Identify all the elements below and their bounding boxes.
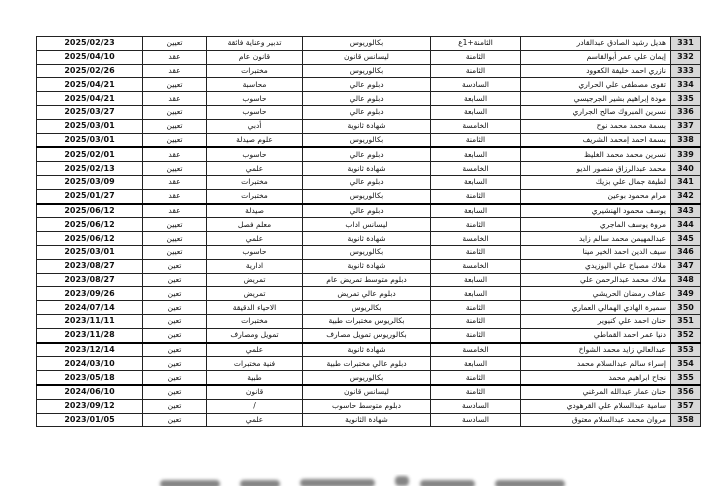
date-cell: 2023/12/14 [37, 343, 143, 357]
specialization-cell: تمريض [207, 287, 303, 301]
row-number-cell: 334 [671, 78, 701, 92]
grade-cell: السابعة [431, 92, 521, 106]
row-number-cell: 352 [671, 328, 701, 342]
qualification-cell: شهادة ثانوية [303, 119, 431, 133]
qualification-cell: دبلوم عالي مختبرات طبية [303, 357, 431, 371]
qualification-cell: شهادة ثانوية [303, 162, 431, 176]
employee-name-cell: يوسف محمود الهنشيري [521, 204, 671, 218]
qualification-cell: دبلوم عالي تمريض [303, 287, 431, 301]
appointment-type-cell: تعين [143, 357, 207, 371]
table-row [37, 399, 701, 413]
table-row [37, 343, 701, 357]
employee-name-cell: عفاف رمضان الحريشي [521, 287, 671, 301]
grade-cell: السابعة [431, 204, 521, 218]
qualification-cell: بكالوريوس [303, 245, 431, 259]
appointment-type-cell: تعيين [143, 105, 207, 119]
table-row [37, 328, 701, 342]
specialization-cell: قانون [207, 385, 303, 399]
qualification-cell: دبلوم عالي [303, 105, 431, 119]
specialization-cell: علوم صيدلة [207, 133, 303, 147]
row-number-cell: 335 [671, 92, 701, 106]
table-row [37, 189, 701, 203]
employee-name-cell: بسمة محمد محمد نوح [521, 119, 671, 133]
specialization-cell: معلم فصل [207, 218, 303, 232]
specialization-cell: علمي [207, 413, 303, 427]
employee-name-cell: لطيفة جمال علي بزيك [521, 175, 671, 189]
qualification-cell: بكالريوس [303, 301, 431, 315]
date-cell: 2025/02/23 [37, 37, 143, 51]
table-row [37, 259, 701, 273]
table-row [37, 162, 701, 176]
grade-cell: الثامنة [431, 371, 521, 385]
date-cell: 2024/03/10 [37, 357, 143, 371]
row-number-cell: 357 [671, 399, 701, 413]
specialization-cell: ادارية [207, 259, 303, 273]
date-cell: 2024/07/14 [37, 301, 143, 315]
specialization-cell: حاسوب [207, 245, 303, 259]
grade-cell: الخامسة [431, 162, 521, 176]
employee-name-cell: محمد عبدالرزاق منصور الديو [521, 162, 671, 176]
table-row [37, 92, 701, 106]
appointment-type-cell: تعيين [143, 133, 207, 147]
appointment-type-cell: تعين [143, 301, 207, 315]
qualification-cell: شهادة ثانوية [303, 343, 431, 357]
employee-name-cell: نسرين محمد محمد الغليظ [521, 147, 671, 161]
specialization-cell: مختبرات [207, 175, 303, 189]
employee-name-cell: مرام محمود بوعين [521, 189, 671, 203]
row-number-cell: 332 [671, 50, 701, 64]
grade-cell: السادسة [431, 399, 521, 413]
appointment-type-cell: عقد [143, 92, 207, 106]
qualification-cell: ليسانس اداب [303, 218, 431, 232]
date-cell: 2025/03/01 [37, 245, 143, 259]
employee-name-cell: ملاك مصباح علي البوزيدي [521, 259, 671, 273]
row-number-cell: 344 [671, 218, 701, 232]
table-row [37, 357, 701, 371]
qualification-cell: بكالوريوس [303, 133, 431, 147]
employee-name-cell: نجاح ابراهيم محمد [521, 371, 671, 385]
row-number-cell: 340 [671, 162, 701, 176]
date-cell: 2025/06/12 [37, 232, 143, 246]
specialization-cell: حاسوب [207, 92, 303, 106]
row-number-cell: 343 [671, 204, 701, 218]
date-cell: 2023/05/18 [37, 371, 143, 385]
qualification-cell: دبلوم عالي [303, 175, 431, 189]
date-cell: 2023/09/26 [37, 287, 143, 301]
specialization-cell: تمويل ومصارف [207, 328, 303, 342]
qualification-cell: دبلوم عالي [303, 92, 431, 106]
row-number-cell: 356 [671, 385, 701, 399]
date-cell: 2025/02/01 [37, 147, 143, 161]
specialization-cell: علمي [207, 162, 303, 176]
employee-name-cell: نازري احمد خليفة الكعوود [521, 64, 671, 78]
date-cell: 2023/01/05 [37, 413, 143, 427]
grade-cell: الثامنة [431, 328, 521, 342]
table-row [37, 119, 701, 133]
appointment-type-cell: تعين [143, 273, 207, 287]
appointment-type-cell: تعين [143, 413, 207, 427]
table-row [37, 273, 701, 287]
table-row [37, 105, 701, 119]
date-cell: 2025/04/10 [37, 50, 143, 64]
employee-name-cell: عبدالمهيمن محمد سالم زايد [521, 232, 671, 246]
date-cell: 2023/11/28 [37, 328, 143, 342]
date-cell: 2023/08/27 [37, 259, 143, 273]
qualification-cell: ليسانس قانون [303, 50, 431, 64]
specialization-cell: / [207, 399, 303, 413]
qualification-cell: بكالوريوس [303, 37, 431, 51]
grade-cell: الثامنة [431, 314, 521, 328]
row-number-cell: 355 [671, 371, 701, 385]
appointment-type-cell: تعين [143, 314, 207, 328]
date-cell: 2025/04/21 [37, 78, 143, 92]
table-row [37, 218, 701, 232]
row-number-cell: 349 [671, 287, 701, 301]
qualification-cell: دبلوم متوسط حاسوب [303, 399, 431, 413]
appointment-type-cell: تعين [143, 371, 207, 385]
table-row [37, 371, 701, 385]
grade-cell: الخامسة [431, 259, 521, 273]
grade-cell: السادسة [431, 78, 521, 92]
employee-name-cell: مودة إبراهيم بشير الجرجيسي [521, 92, 671, 106]
qualification-cell: بكالوريوس تمويل مصارف [303, 328, 431, 342]
specialization-cell: أدبي [207, 119, 303, 133]
specialization-cell: الاحياء الدقيقة [207, 301, 303, 315]
row-number-cell: 347 [671, 259, 701, 273]
grade-cell: الخامسة [431, 232, 521, 246]
qualification-cell: شهادة الثانوية [303, 413, 431, 427]
employee-name-cell: حنان احمد علي كنيوير [521, 314, 671, 328]
employee-name-cell: سامية عبدالسلام علي القرهودي [521, 399, 671, 413]
row-number-cell: 350 [671, 301, 701, 315]
appointment-type-cell: عقد [143, 147, 207, 161]
appointment-type-cell: تعين [143, 399, 207, 413]
appointment-type-cell: تعين [143, 328, 207, 342]
grade-cell: الثامنة [431, 385, 521, 399]
table-row [37, 175, 701, 189]
date-cell: 2023/09/12 [37, 399, 143, 413]
row-number-cell: 354 [671, 357, 701, 371]
row-number-cell: 341 [671, 175, 701, 189]
grade-cell: السابعة [431, 357, 521, 371]
grade-cell: الثامنة [431, 301, 521, 315]
date-cell: 2025/06/12 [37, 204, 143, 218]
employee-name-cell: حنان عمار عبدالله المرغني [521, 385, 671, 399]
grade-cell: الخامسة [431, 343, 521, 357]
row-number-cell: 358 [671, 413, 701, 427]
date-cell: 2025/02/13 [37, 162, 143, 176]
appointment-type-cell: عقد [143, 204, 207, 218]
employee-name-cell: مروان محمد عبدالسلام معتوق [521, 413, 671, 427]
specialization-cell: مختبرات [207, 189, 303, 203]
row-number-cell: 331 [671, 37, 701, 51]
employee-table [36, 36, 701, 427]
row-number-cell: 339 [671, 147, 701, 161]
qualification-cell: دبلوم عالي [303, 78, 431, 92]
grade-cell: السادسة [431, 413, 521, 427]
appointment-type-cell: تعيين [143, 119, 207, 133]
grade-cell: الثامنة+1ع [431, 37, 521, 51]
qualification-cell: دبلوم عالي [303, 204, 431, 218]
row-number-cell: 336 [671, 105, 701, 119]
grade-cell: السابعة [431, 273, 521, 287]
employee-name-cell: إيمان علي عمر أبوالقاسم [521, 50, 671, 64]
table-row [37, 385, 701, 399]
row-number-cell: 346 [671, 245, 701, 259]
appointment-type-cell: تعيين [143, 162, 207, 176]
table-row [37, 287, 701, 301]
appointment-type-cell: عقد [143, 50, 207, 64]
grade-cell: السابعة [431, 147, 521, 161]
grade-cell: الثامنة [431, 245, 521, 259]
qualification-cell: بكالوريوس [303, 64, 431, 78]
date-cell: 2025/01/27 [37, 189, 143, 203]
table-row [37, 232, 701, 246]
grade-cell: السابعة [431, 105, 521, 119]
appointment-type-cell: تعين [143, 259, 207, 273]
employee-name-cell: بسمة احمد إمحمد الشريف [521, 133, 671, 147]
row-number-cell: 345 [671, 232, 701, 246]
specialization-cell: علمي [207, 343, 303, 357]
date-cell: 2023/11/11 [37, 314, 143, 328]
qualification-cell: بكالريوس مختبرات طبية [303, 314, 431, 328]
specialization-cell: حاسوب [207, 147, 303, 161]
date-cell: 2023/08/27 [37, 273, 143, 287]
row-number-cell: 338 [671, 133, 701, 147]
employee-name-cell: سيف الدين احمد الخير مينا [521, 245, 671, 259]
grade-cell: الثامنة [431, 64, 521, 78]
specialization-cell: طبية [207, 371, 303, 385]
appointment-type-cell: تعيين [143, 37, 207, 51]
table-row [37, 50, 701, 64]
employee-name-cell: تقوى مصطفى علي الحراري [521, 78, 671, 92]
date-cell: 2025/06/12 [37, 218, 143, 232]
row-number-cell: 342 [671, 189, 701, 203]
grade-cell: الثامنة [431, 133, 521, 147]
appointment-type-cell: تعيين [143, 78, 207, 92]
table-row [37, 78, 701, 92]
employee-name-cell: هديل رشيد الصادق عبدالقادر [521, 37, 671, 51]
qualification-cell: بكالوريوس [303, 371, 431, 385]
table-row [37, 133, 701, 147]
grade-cell: الثامنة [431, 50, 521, 64]
grade-cell: السابعة [431, 287, 521, 301]
qualification-cell: ليسانس قانون [303, 385, 431, 399]
appointment-type-cell: تعين [143, 343, 207, 357]
date-cell: 2025/03/09 [37, 175, 143, 189]
date-cell: 2025/03/01 [37, 119, 143, 133]
qualification-cell: شهادة ثانوية [303, 259, 431, 273]
employee-name-cell: نسرين المبروك صالح الجراري [521, 105, 671, 119]
date-cell: 2025/03/01 [37, 133, 143, 147]
employee-name-cell: ملاك محمد عبدالرحمن علي [521, 273, 671, 287]
table-row [37, 301, 701, 315]
employee-name-cell: إسراء سالم عبدالسلام محمد [521, 357, 671, 371]
table-row [37, 245, 701, 259]
appointment-type-cell: عقد [143, 189, 207, 203]
specialization-cell: حاسوب [207, 105, 303, 119]
specialization-cell: فنية مختبرات [207, 357, 303, 371]
appointment-type-cell: عقد [143, 64, 207, 78]
row-number-cell: 353 [671, 343, 701, 357]
row-number-cell: 348 [671, 273, 701, 287]
employee-name-cell: دنيا عمر احمد القماطي [521, 328, 671, 342]
table-row [37, 314, 701, 328]
specialization-cell: صيدلة [207, 204, 303, 218]
cut-off-footer-text [150, 474, 590, 486]
date-cell: 2024/06/10 [37, 385, 143, 399]
grade-cell: الخامسة [431, 119, 521, 133]
row-number-cell: 351 [671, 314, 701, 328]
table-row [37, 413, 701, 427]
specialization-cell: تمريض [207, 273, 303, 287]
appointment-type-cell: تعيين [143, 245, 207, 259]
date-cell: 2025/03/27 [37, 105, 143, 119]
specialization-cell: مختبرات [207, 314, 303, 328]
qualification-cell: بكالوريوس [303, 189, 431, 203]
table-body [37, 37, 701, 427]
appointment-type-cell: تعين [143, 385, 207, 399]
grade-cell: الثامنة [431, 189, 521, 203]
specialization-cell: مختبرات [207, 64, 303, 78]
qualification-cell: دبلوم متوسط تمريض عام [303, 273, 431, 287]
appointment-type-cell: تعيين [143, 232, 207, 246]
specialization-cell: علمي [207, 232, 303, 246]
appointment-type-cell: تعين [143, 287, 207, 301]
qualification-cell: دبلوم عالي [303, 147, 431, 161]
specialization-cell: قانون عام [207, 50, 303, 64]
employee-name-cell: سميرة الهادي الهمالي العماري [521, 301, 671, 315]
grade-cell: الثامنة [431, 218, 521, 232]
row-number-cell: 333 [671, 64, 701, 78]
employee-name-cell: عبدالعالي زايد محمد الشواخ [521, 343, 671, 357]
appointment-type-cell: تعيين [143, 218, 207, 232]
table-row [37, 37, 701, 51]
employee-table-sheet [36, 36, 700, 427]
date-cell: 2025/04/21 [37, 92, 143, 106]
table-row [37, 204, 701, 218]
specialization-cell: تدبير وعناية فائقة [207, 37, 303, 51]
qualification-cell: شهادة ثانوية [303, 232, 431, 246]
grade-cell: السابعة [431, 175, 521, 189]
employee-name-cell: مروة يوسف الماجري [521, 218, 671, 232]
row-number-cell: 337 [671, 119, 701, 133]
table-row [37, 147, 701, 161]
appointment-type-cell: عقد [143, 175, 207, 189]
specialization-cell: محاسبة [207, 78, 303, 92]
table-row [37, 64, 701, 78]
date-cell: 2025/02/26 [37, 64, 143, 78]
